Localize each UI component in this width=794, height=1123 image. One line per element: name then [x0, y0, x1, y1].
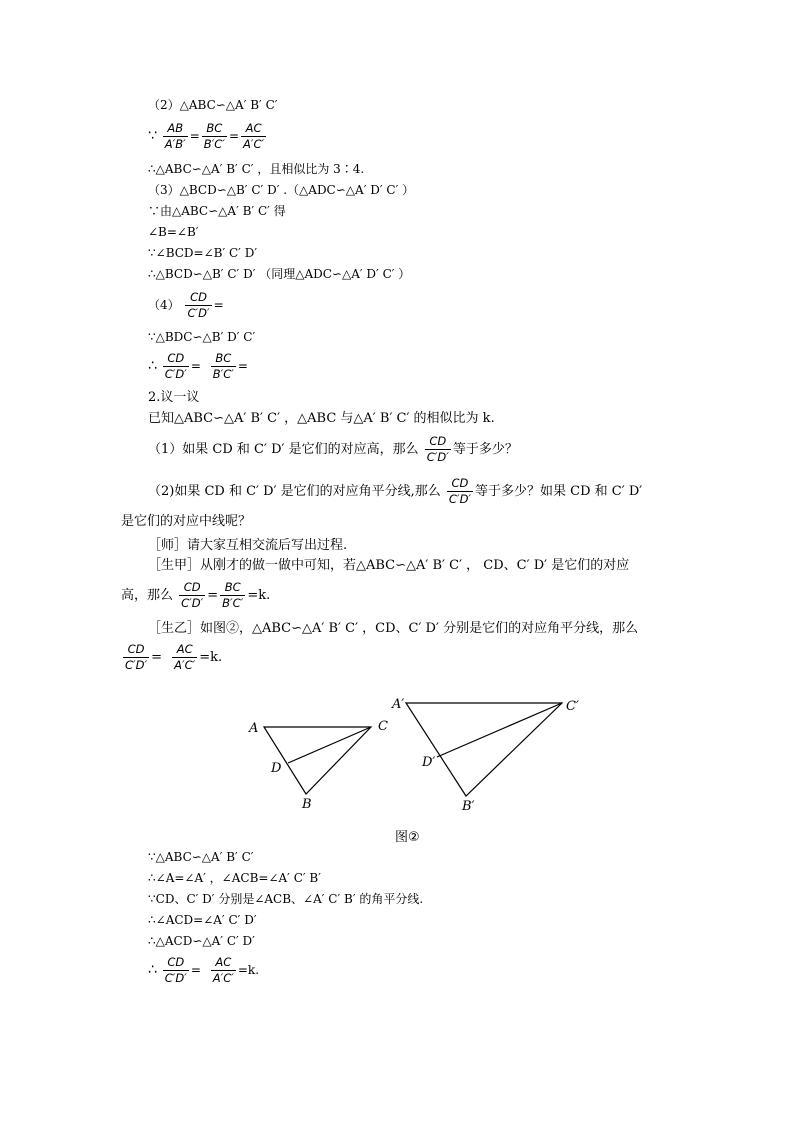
bisector-cd — [288, 727, 371, 763]
line-student-jia-cont: 高，那么 $\frac{CD}{C'D'}$ = $\frac{BC}{B'C'}$ =k. — [121, 580, 271, 610]
line-angle-b: ∠B=∠B′ — [148, 225, 199, 239]
section-heading: 2.议一议 — [148, 390, 200, 405]
triangle-a-prime — [406, 703, 562, 796]
vertex-label-b: B — [302, 797, 312, 812]
fraction-cd: $\frac{CD}{C'D'}$ — [426, 434, 449, 464]
fraction-cd: $\frac{CD}{C'D'}$ — [164, 955, 187, 985]
figure-caption: 图② — [395, 830, 420, 845]
line-angle-bcd: ∵∠BCD=∠B′ C′ D′ — [148, 246, 258, 260]
line-step4: （4） $\frac{CD}{C'D'}$ = — [148, 290, 224, 320]
line-question-1: （1）如果 CD 和 C′ D′ 是它们的对应高，那么 $\frac{CD}{C'D'}$ 等于多少？ — [148, 434, 518, 464]
fraction-bc: $\frac{BC}{B'C'}$ — [203, 121, 225, 151]
vertex-label-d: D — [271, 761, 282, 776]
line-intro: 已知△ABC∽△A′ B′ C′ ，△ABC 与△A′ B′ C′ 的相似比为 k. — [148, 411, 495, 426]
fraction-ac: $\frac{AC}{A'C'}$ — [212, 955, 234, 985]
vertex-label-c: C — [378, 719, 388, 734]
line-step3: （3）△BCD∽△B′ C′ D′ .（△ADC∽△A′ D′ C′ ） — [148, 183, 415, 197]
fraction-ac: $\frac{AC}{A'C'}$ — [174, 642, 196, 672]
line-student-yi-cont: $\frac{CD}{C'D'}$ = $\frac{AC}{A'C'}$ =k. — [125, 642, 223, 672]
line-step2-similar: （2）△ABC∽△A′ B′ C′ — [148, 98, 278, 112]
line-similar-ratio: ∴△ABC∽△A′ B′ C′ ，且相似比为 3∶4. — [148, 162, 365, 176]
line-bdc-similar: ∵△BDC∽△B′ D′ C′ — [148, 330, 256, 344]
fraction-ab: $\frac{AB}{A'B'}$ — [164, 121, 186, 151]
line-given: ∵由△ABC∽△A′ B′ C′ 得 — [148, 204, 286, 218]
fraction-cd: $\frac{CD}{C'D'}$ — [181, 580, 204, 610]
fraction-bc: $\frac{BC}{B'C'}$ — [212, 351, 234, 381]
fraction-cd: $\frac{CD}{C'D'}$ — [187, 290, 210, 320]
line-given-similar: ∵△ABC∽△A′ B′ C′ — [148, 850, 254, 864]
fraction-cd: $\frac{CD}{C'D'}$ — [164, 351, 187, 381]
vertex-label-b-prime: B′ — [462, 799, 475, 814]
line-question-2-cont: 是它们的对应中线呢？ — [121, 514, 252, 529]
line-conclusion: ∴ $\frac{CD}{C'D'}$ = $\frac{AC}{A'C'}$ =k. — [148, 955, 260, 985]
line-student-jia: ［生甲］从刚才的做一做中可知，若△ABC∽△A′ B′ C′ ， CD、C′ D′ 是它们的对应 — [148, 558, 630, 573]
line-angle-acd: ∴∠ACD=∠A′ C′ D′ — [148, 913, 257, 927]
fraction-cd: $\frac{CD}{C'D'}$ — [448, 476, 472, 506]
line-bisectors: ∵CD、C′ D′ 分别是∠ACB、∠A′ C′ B′ 的角平分线. — [148, 892, 424, 906]
vertex-label-a-prime: A′ — [392, 697, 405, 712]
fraction-ac: $\frac{AC}{A'C'}$ — [243, 121, 265, 151]
line-ratio-equality: ∵ $\frac{AB}{A'B'}$ = $\frac{BC}{B'C'}$ = $\frac{AC}{A'C'}$ — [148, 121, 265, 151]
vertex-label-a: A — [249, 721, 259, 736]
line-cd-bc-ratio: ∴ $\frac{CD}{C'D'}$ = $\frac{BC}{B'C'}$ = — [148, 351, 248, 381]
line-student-yi: ［生乙］如图②，△ABC∽△A′ B′ C′ ，CD、C′ D′ 分别是它们的对应角平分线，那么 — [148, 621, 639, 636]
vertex-label-c-prime: C′ — [566, 699, 579, 714]
bisector-c-prime-d-prime — [437, 703, 562, 757]
line-acd-similar: ∴△ACD∽△A′ C′ D′ — [148, 934, 255, 948]
line-teacher: ［师］请大家互相交流后写出过程. — [148, 538, 348, 553]
line-bcd-similar: ∴△BCD∽△B′ C′ D′ （同理△ADC∽△A′ D′ C′ ） — [148, 267, 411, 281]
line-angles-equal: ∴∠A=∠A′ ，∠ACB=∠A′ C′ B′ — [148, 871, 321, 885]
fraction-bc: $\frac{BC}{B'C'}$ — [222, 580, 244, 610]
line-question-2: （2)如果 CD 和 C′ D′ 是它们的对应角平分线,那么 $\frac{CD}{C'D'}$ 等于多少？如果 CD 和 C′ D′ — [148, 476, 643, 506]
vertex-label-d-prime: D′ — [422, 755, 436, 770]
fraction-cd: $\frac{CD}{C'D'}$ — [125, 642, 148, 672]
